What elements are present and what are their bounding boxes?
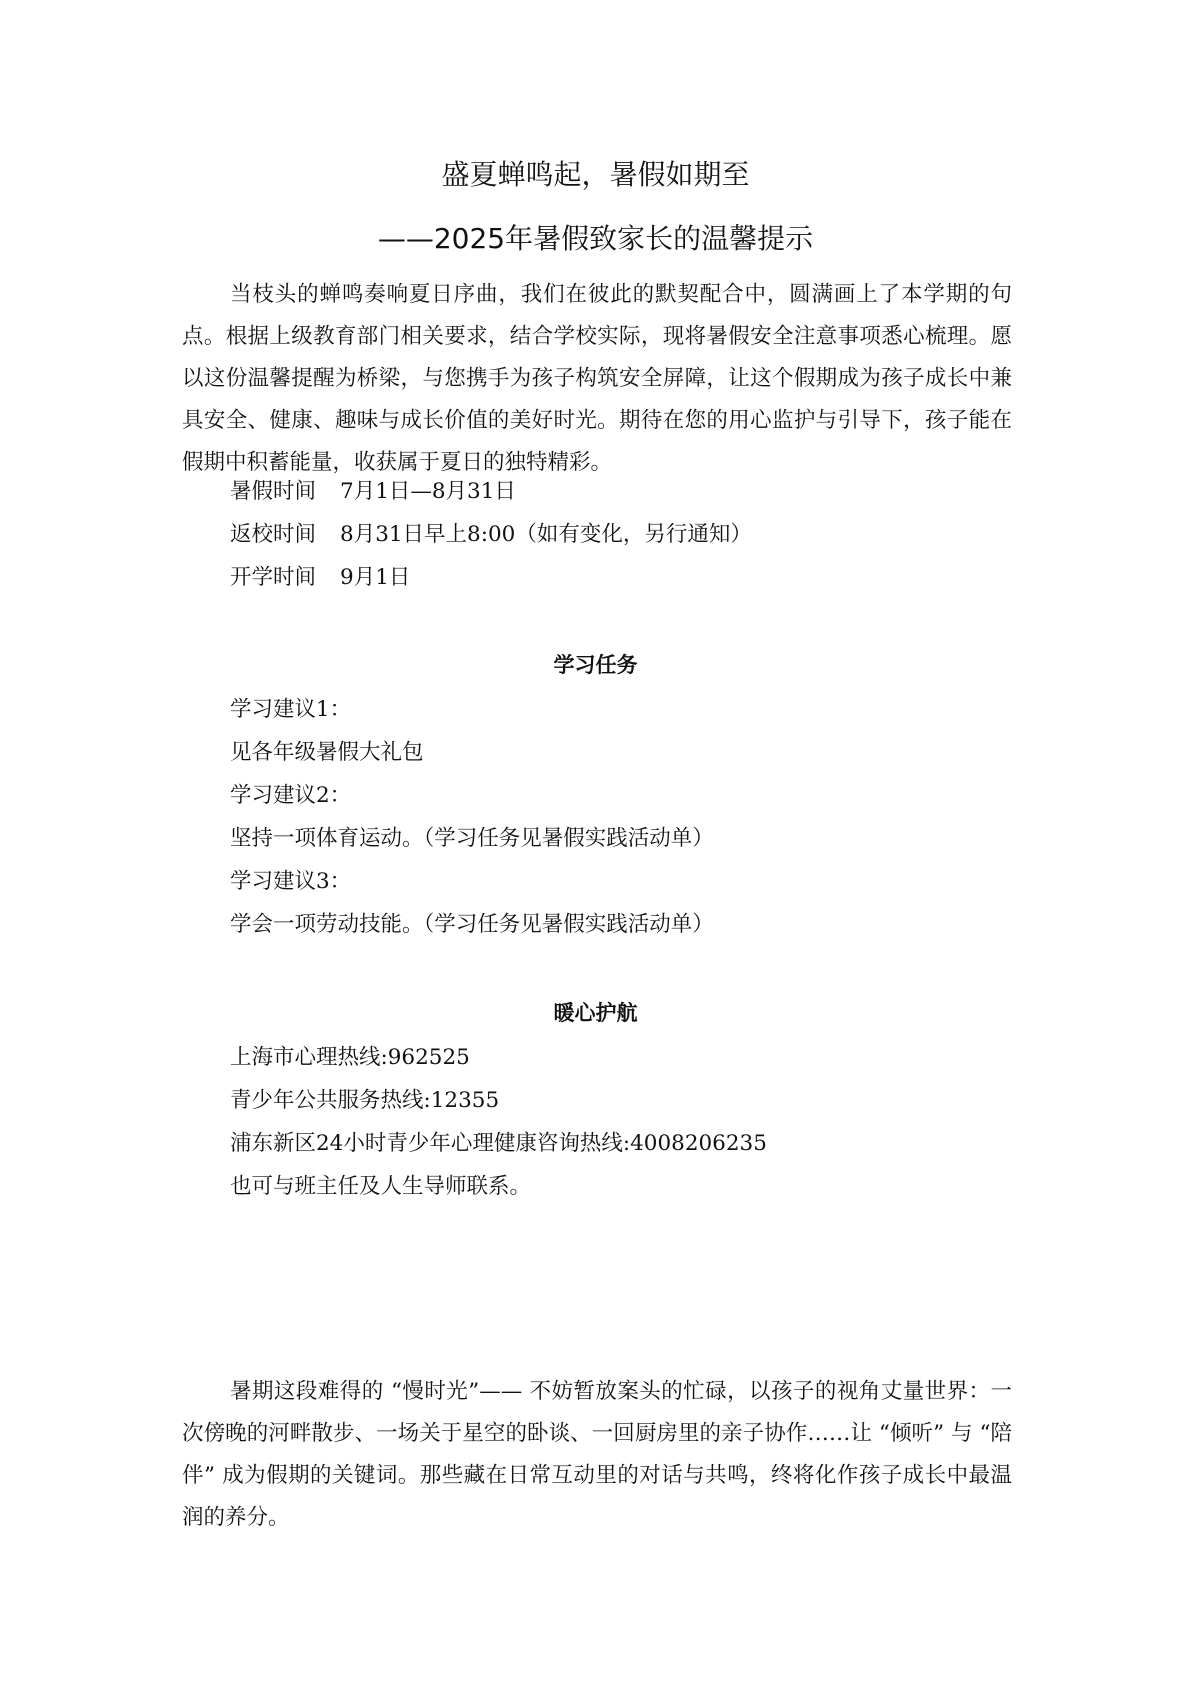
closing-paragraph: 暑期这段难得的 “慢时光”—— 不妨暂放案头的忙碌，以孩子的视角丈量世界：一次傍晚的河畔散步、一场关于星空的卧谈、一回厨房里的亲子协作……让 “倾听” 与 “陪伴” 成为假期的关键词。那些藏在日常互动里的对话与共鸣，终将化作孩子成长中最温润的养分。 xyxy=(182,1379,1012,1530)
schedule-return-to-school xyxy=(230,520,752,550)
study-suggestion-1-title: 学习建议1： xyxy=(230,697,352,722)
care-section-heading: 暖心护航 xyxy=(553,1001,638,1025)
page-subtitle: ——2025年暑假致家长的温馨提示 xyxy=(377,222,814,255)
page-title: 盛夏蝉鸣起，暑假如期至 xyxy=(441,158,750,191)
study-suggestion-3-detail: 学会一项劳动技能。（学习任务见暑假实践活动单） xyxy=(230,912,714,937)
schedule-value: 9月1日 xyxy=(340,565,411,590)
study-suggestion-3-title: 学习建议3： xyxy=(230,869,352,894)
study-suggestion-2-detail: 坚持一项体育运动。（学习任务见暑假实践活动单） xyxy=(230,826,714,851)
contact-teacher-note: 也可与班主任及人生导师联系。 xyxy=(230,1174,532,1199)
schedule-term-start xyxy=(230,563,410,593)
study-suggestion-2-title: 学习建议2： xyxy=(230,783,352,808)
schedule-value: 8月31日早上8:00（如有变化，另行通知） xyxy=(340,522,752,547)
study-suggestion-1-detail: 见各年级暑假大礼包 xyxy=(230,740,424,765)
schedule-value: 7月1日—8月31日 xyxy=(340,479,516,504)
hotline-pudong-youth-mental-health: 浦东新区24小时青少年心理健康咨询热线:4008206235 xyxy=(230,1131,767,1156)
hotline-youth-public-service: 青少年公共服务热线:12355 xyxy=(230,1088,500,1113)
hotline-shanghai-psychology: 上海市心理热线:962525 xyxy=(230,1045,470,1070)
intro-paragraph: 当枝头的蝉鸣奏响夏日序曲，我们在彼此的默契配合中，圆满画上了本学期的句点。根据上级教育部门相关要求，结合学校实际，现将暑假安全注意事项悉心梳理。愿以这份温馨提醒为桥梁，与您携手为孩子构筑安全屏障，让这个假期成为孩子成长中兼具安全、健康、趣味与成长价值的美好时光。期待在您的用心监护与引导下，孩子能在假期中积蓄能量，收获属于夏日的独特精彩。 xyxy=(182,282,1012,475)
schedule-label: 暑假时间 xyxy=(230,479,317,504)
schedule-label: 开学时间 xyxy=(230,565,317,590)
schedule-summer-break xyxy=(230,477,516,507)
study-section-heading: 学习任务 xyxy=(553,653,638,677)
schedule-label: 返校时间 xyxy=(230,522,317,547)
